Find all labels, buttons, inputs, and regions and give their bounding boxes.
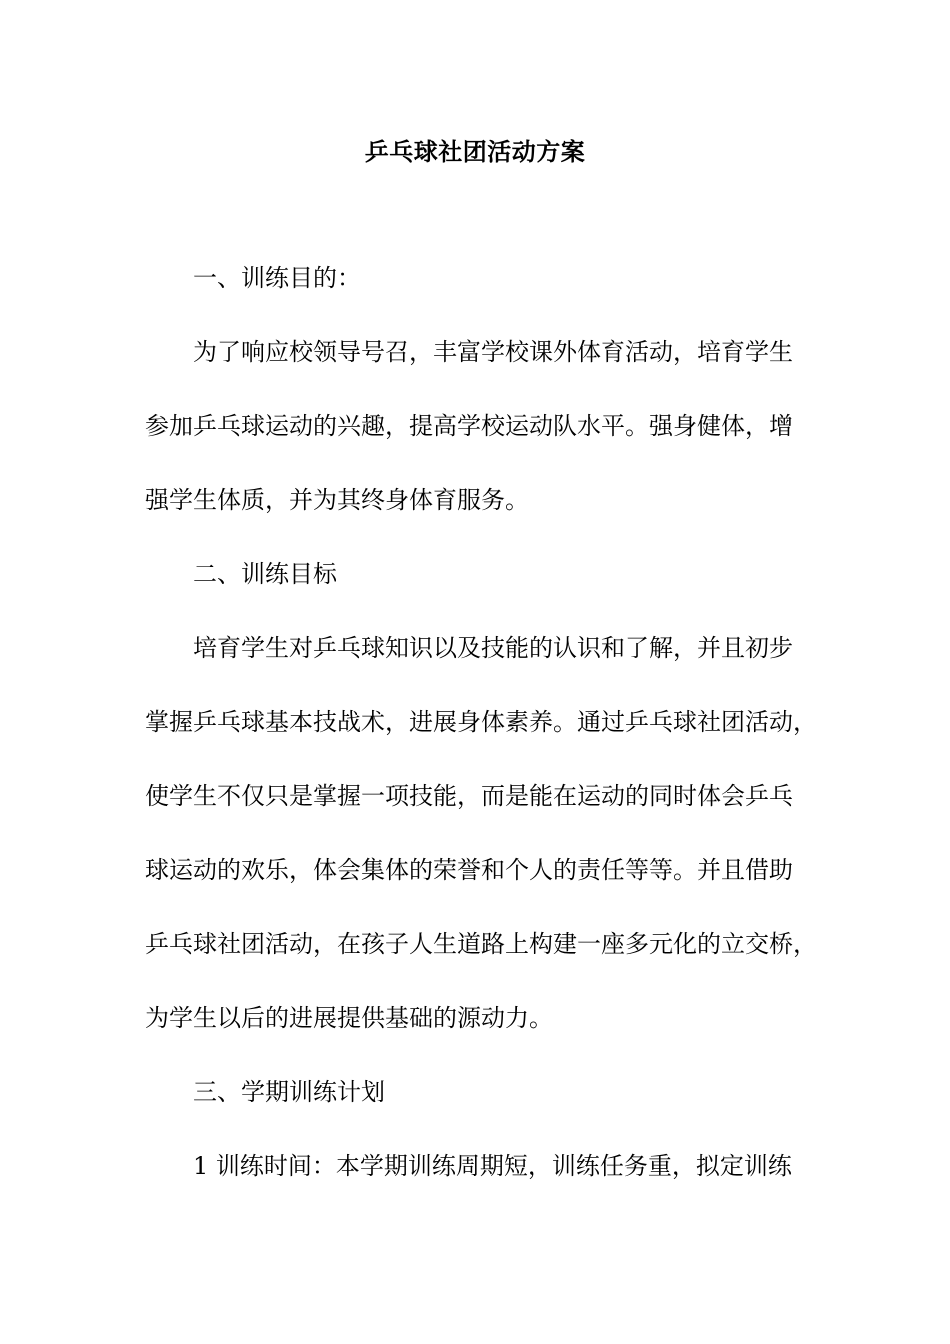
section-heading-training-goals: 二、训练目标 <box>193 560 337 588</box>
paragraph-line: 乒乓球社团活动，在孩子人生道路上构建一座多元化的立交桥， <box>145 930 817 958</box>
paragraph-line: 参加乒乓球运动的兴趣，提高学校运动队水平。强身健体，增 <box>145 412 793 440</box>
paragraph-line: 使学生不仅只是掌握一项技能，而是能在运动的同时体会乒乓 <box>145 782 793 810</box>
paragraph-line: 1 训练时间：本学期训练周期短，训练任务重，拟定训练 <box>193 1152 792 1180</box>
section-heading-training-purpose: 一、训练目的： <box>193 264 361 292</box>
paragraph-line: 掌握乒乓球基本技战术，进展身体素养。通过乒乓球社团活动， <box>145 708 817 736</box>
paragraph-line: 球运动的欢乐，体会集体的荣誉和个人的责任等等。并且借助 <box>145 856 793 884</box>
paragraph-line: 为了响应校领导号召，丰富学校课外体育活动，培育学生 <box>193 338 793 366</box>
section-heading-term-plan: 三、学期训练计划 <box>193 1078 385 1106</box>
paragraph-line: 为学生以后的进展提供基础的源动力。 <box>145 1004 553 1032</box>
document-title: 乒乓球社团活动方案 <box>364 137 586 166</box>
paragraph-line: 培育学生对乒乓球知识以及技能的认识和了解，并且初步 <box>193 634 793 662</box>
paragraph-line: 强学生体质，并为其终身体育服务。 <box>145 486 529 514</box>
